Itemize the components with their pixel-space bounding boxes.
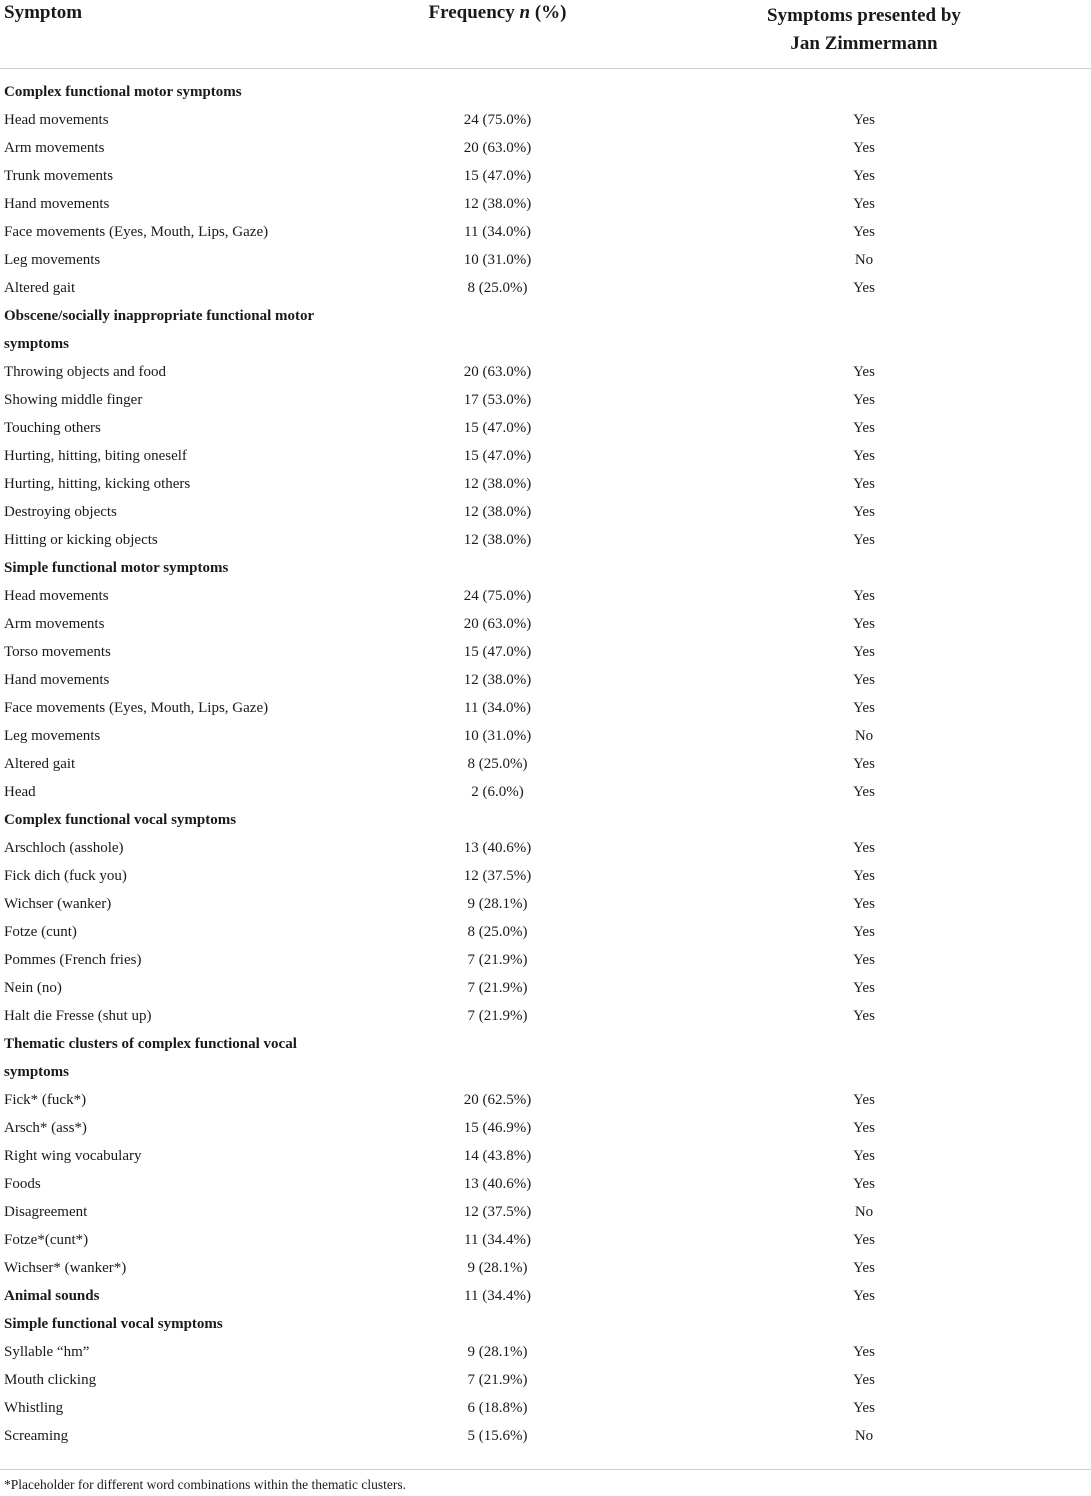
table-row bbox=[0, 918, 1091, 946]
presented-cell: Yes bbox=[853, 420, 875, 436]
section-label: Complex functional motor symptoms bbox=[4, 84, 242, 100]
presented-cell: Yes bbox=[853, 224, 875, 240]
header-symptom: Symptom bbox=[4, 2, 83, 23]
table-row bbox=[0, 1142, 1091, 1170]
presented-cell: Yes bbox=[853, 504, 875, 520]
symptom-label: Fotze*(cunt*) bbox=[4, 1232, 89, 1248]
frequency-cell: 15 (47.0%) bbox=[463, 448, 532, 464]
presented-cell: Yes bbox=[853, 448, 875, 464]
table-row bbox=[0, 862, 1091, 890]
frequency-cell: 13 (40.6%) bbox=[463, 840, 532, 856]
frequency-cell: 10 (31.0%) bbox=[463, 252, 532, 268]
frequency-cell: 11 (34.4%) bbox=[464, 1288, 531, 1304]
table-header bbox=[0, 0, 1091, 69]
presented-cell: Yes bbox=[853, 1372, 875, 1388]
frequency-cell: 15 (47.0%) bbox=[463, 644, 532, 660]
table-row bbox=[0, 1422, 1091, 1450]
table-row bbox=[0, 358, 1091, 386]
table-row bbox=[0, 442, 1091, 470]
presented-cell: Yes bbox=[853, 168, 875, 184]
section-label: Simple functional vocal symptoms bbox=[4, 1316, 223, 1332]
presented-cell: Yes bbox=[853, 616, 875, 632]
presented-cell: Yes bbox=[853, 1120, 875, 1136]
symptom-label: Whistling bbox=[4, 1400, 64, 1416]
table-row bbox=[0, 1170, 1091, 1198]
frequency-cell: 12 (37.5%) bbox=[463, 1204, 532, 1220]
presented-cell: No bbox=[854, 252, 874, 268]
frequency-cell: 8 (25.0%) bbox=[467, 280, 528, 296]
table-body bbox=[0, 78, 1091, 1450]
presented-cell: Yes bbox=[853, 1232, 875, 1248]
symptom-label: Trunk movements bbox=[4, 168, 114, 184]
symptom-label: Fick dich (fuck you) bbox=[4, 868, 127, 884]
table-row bbox=[0, 1338, 1091, 1366]
frequency-cell: 12 (38.0%) bbox=[463, 504, 532, 520]
table-row bbox=[0, 470, 1091, 498]
presented-cell: Yes bbox=[853, 784, 875, 800]
header-presented: Symptoms presented by Jan Zimmermann bbox=[767, 5, 961, 54]
symptom-label: Foods bbox=[4, 1176, 41, 1192]
table-row bbox=[0, 694, 1091, 722]
frequency-cell: 24 (75.0%) bbox=[463, 588, 532, 604]
table-row bbox=[0, 246, 1091, 274]
table-row bbox=[0, 1254, 1091, 1282]
table-row bbox=[0, 1086, 1091, 1114]
table-row bbox=[0, 526, 1091, 554]
frequency-cell: 12 (37.5%) bbox=[463, 868, 532, 884]
table-row bbox=[0, 974, 1091, 1002]
frequency-cell: 14 (43.8%) bbox=[463, 1148, 532, 1164]
presented-cell: Yes bbox=[853, 924, 875, 940]
frequency-cell: 12 (38.0%) bbox=[463, 532, 532, 548]
table-row bbox=[0, 1366, 1091, 1394]
frequency-cell: 2 (6.0%) bbox=[471, 784, 524, 800]
presented-cell: Yes bbox=[853, 672, 875, 688]
frequency-cell: 24 (75.0%) bbox=[463, 112, 532, 128]
symptom-label: Fick* (fuck*) bbox=[4, 1092, 87, 1108]
symptom-label: Face movements (Eyes, Mouth, Lips, Gaze) bbox=[4, 700, 269, 716]
presented-cell: Yes bbox=[853, 1148, 875, 1164]
frequency-cell: 12 (38.0%) bbox=[463, 476, 532, 492]
symptom-label: Head movements bbox=[4, 588, 109, 604]
frequency-cell: 7 (21.9%) bbox=[467, 1008, 528, 1024]
symptom-label: Head bbox=[4, 784, 36, 800]
presented-cell: Yes bbox=[853, 980, 875, 996]
presented-cell: Yes bbox=[853, 476, 875, 492]
symptom-label: Showing middle finger bbox=[4, 392, 143, 408]
table-row bbox=[0, 638, 1091, 666]
presented-cell: No bbox=[854, 1204, 874, 1220]
presented-cell: No bbox=[854, 1428, 874, 1444]
table-row bbox=[0, 1114, 1091, 1142]
frequency-cell: 15 (46.9%) bbox=[463, 1120, 532, 1136]
symptom-label: Arm movements bbox=[4, 140, 105, 156]
frequency-cell: 15 (47.0%) bbox=[463, 420, 532, 436]
section-label: Obscene/socially inappropriate functional motor symptoms bbox=[4, 308, 314, 352]
frequency-cell: 13 (40.6%) bbox=[463, 1176, 532, 1192]
frequency-cell: 9 (28.1%) bbox=[467, 1260, 528, 1276]
symptom-label: Throwing objects and food bbox=[4, 364, 167, 380]
presented-cell: Yes bbox=[853, 280, 875, 296]
presented-cell: Yes bbox=[853, 1288, 875, 1304]
table-row bbox=[0, 582, 1091, 610]
frequency-cell: 12 (38.0%) bbox=[463, 196, 532, 212]
symptom-label: Wichser* (wanker*) bbox=[4, 1260, 127, 1276]
frequency-cell: 15 (47.0%) bbox=[463, 168, 532, 184]
symptom-label: Nein (no) bbox=[4, 980, 62, 996]
header-frequency: Frequency n (%) bbox=[428, 2, 567, 23]
presented-cell: Yes bbox=[853, 1344, 875, 1360]
section-label: Simple functional motor symptoms bbox=[4, 560, 229, 576]
table-footnote: *Placeholder for different word combinations within the thematic clusters. bbox=[4, 1477, 407, 1492]
table-row bbox=[0, 162, 1091, 190]
table-row bbox=[0, 386, 1091, 414]
symptom-label: Altered gait bbox=[4, 756, 76, 772]
symptom-label: Animal sounds bbox=[4, 1288, 100, 1304]
symptom-label: Hurting, hitting, biting oneself bbox=[4, 448, 187, 464]
table-row bbox=[0, 722, 1091, 750]
presented-cell: Yes bbox=[853, 840, 875, 856]
table-row bbox=[0, 750, 1091, 778]
table-row bbox=[0, 1394, 1091, 1422]
symptom-label: Disagreement bbox=[4, 1204, 88, 1220]
frequency-cell: 8 (25.0%) bbox=[467, 924, 528, 940]
footer-divider bbox=[0, 1469, 1091, 1470]
table-row bbox=[0, 134, 1091, 162]
symptom-label: Arm movements bbox=[4, 616, 105, 632]
symptom-label: Face movements (Eyes, Mouth, Lips, Gaze) bbox=[4, 224, 269, 240]
presented-cell: Yes bbox=[853, 1260, 875, 1276]
frequency-cell: 5 (15.6%) bbox=[467, 1428, 528, 1444]
presented-cell: No bbox=[854, 728, 874, 744]
table-row bbox=[0, 778, 1091, 806]
frequency-cell: 12 (38.0%) bbox=[463, 672, 532, 688]
table-row bbox=[0, 1198, 1091, 1226]
frequency-cell: 9 (28.1%) bbox=[467, 896, 528, 912]
symptom-label: Touching others bbox=[4, 420, 101, 436]
table-row bbox=[0, 498, 1091, 526]
presented-cell: Yes bbox=[853, 896, 875, 912]
presented-cell: Yes bbox=[853, 1008, 875, 1024]
section-header-row bbox=[0, 554, 1091, 582]
section-label: Complex functional vocal symptoms bbox=[4, 812, 237, 828]
section-header-row bbox=[0, 1030, 1091, 1086]
presented-cell: Yes bbox=[853, 140, 875, 156]
frequency-cell: 11 (34.4%) bbox=[464, 1232, 531, 1248]
symptom-label: Arsch* (ass*) bbox=[4, 1120, 87, 1136]
frequency-cell: 6 (18.8%) bbox=[467, 1400, 528, 1416]
frequency-cell: 17 (53.0%) bbox=[463, 392, 532, 408]
symptom-label: Pommes (French fries) bbox=[4, 952, 142, 968]
frequency-cell: 11 (34.0%) bbox=[464, 224, 531, 240]
symptom-label: Torso movements bbox=[4, 644, 111, 660]
section-header-row bbox=[0, 1310, 1091, 1338]
table-row bbox=[0, 834, 1091, 862]
presented-cell: Yes bbox=[853, 700, 875, 716]
table-row bbox=[0, 106, 1091, 134]
frequency-cell: 7 (21.9%) bbox=[467, 952, 528, 968]
table-row bbox=[0, 414, 1091, 442]
symptom-label: Screaming bbox=[4, 1428, 69, 1444]
symptom-label: Leg movements bbox=[4, 728, 101, 744]
symptom-label: Mouth clicking bbox=[4, 1372, 97, 1388]
presented-cell: Yes bbox=[853, 364, 875, 380]
table-row bbox=[0, 1226, 1091, 1254]
symptom-label: Right wing vocabulary bbox=[4, 1148, 142, 1164]
presented-cell: Yes bbox=[853, 1176, 875, 1192]
table-row bbox=[0, 890, 1091, 918]
table-row bbox=[0, 666, 1091, 694]
section-label: Thematic clusters of complex functional vocal symptoms bbox=[4, 1036, 297, 1080]
presented-cell: Yes bbox=[853, 392, 875, 408]
table-row bbox=[0, 190, 1091, 218]
frequency-cell: 20 (63.0%) bbox=[463, 616, 532, 632]
frequency-cell: 20 (62.5%) bbox=[463, 1092, 532, 1108]
presented-cell: Yes bbox=[853, 756, 875, 772]
presented-cell: Yes bbox=[853, 532, 875, 548]
presented-cell: Yes bbox=[853, 644, 875, 660]
table-row bbox=[0, 946, 1091, 974]
frequency-cell: 20 (63.0%) bbox=[463, 140, 532, 156]
symptom-label: Arschloch (asshole) bbox=[4, 840, 124, 856]
frequency-cell: 20 (63.0%) bbox=[463, 364, 532, 380]
presented-cell: Yes bbox=[853, 952, 875, 968]
section-header-row bbox=[0, 78, 1091, 106]
presented-cell: Yes bbox=[853, 1092, 875, 1108]
section-header-row bbox=[0, 806, 1091, 834]
symptom-label: Halt die Fresse (shut up) bbox=[4, 1008, 152, 1024]
table-row bbox=[0, 218, 1091, 246]
symptom-label: Hand movements bbox=[4, 672, 110, 688]
presented-cell: Yes bbox=[853, 112, 875, 128]
symptom-label: Hitting or kicking objects bbox=[4, 532, 158, 548]
frequency-cell: 10 (31.0%) bbox=[463, 728, 532, 744]
symptom-label: Leg movements bbox=[4, 252, 101, 268]
frequency-cell: 8 (25.0%) bbox=[467, 756, 528, 772]
presented-cell: Yes bbox=[853, 588, 875, 604]
symptom-label: Wichser (wanker) bbox=[4, 896, 112, 912]
frequency-cell: 7 (21.9%) bbox=[467, 1372, 528, 1388]
symptom-label: Fotze (cunt) bbox=[4, 924, 77, 940]
table-row bbox=[0, 1282, 1091, 1310]
table-row bbox=[0, 274, 1091, 302]
symptom-label: Syllable “hm” bbox=[4, 1344, 90, 1360]
table-row bbox=[0, 1002, 1091, 1030]
frequency-cell: 9 (28.1%) bbox=[467, 1344, 528, 1360]
table-row bbox=[0, 610, 1091, 638]
presented-cell: Yes bbox=[853, 1400, 875, 1416]
frequency-cell: 7 (21.9%) bbox=[467, 980, 528, 996]
presented-cell: Yes bbox=[853, 868, 875, 884]
symptom-label: Hurting, hitting, kicking others bbox=[4, 476, 191, 492]
symptom-label: Destroying objects bbox=[4, 504, 117, 520]
frequency-cell: 11 (34.0%) bbox=[464, 700, 531, 716]
section-header-row bbox=[0, 302, 1091, 358]
symptom-label: Altered gait bbox=[4, 280, 76, 296]
symptom-label: Hand movements bbox=[4, 196, 110, 212]
symptom-label: Head movements bbox=[4, 112, 109, 128]
presented-cell: Yes bbox=[853, 196, 875, 212]
